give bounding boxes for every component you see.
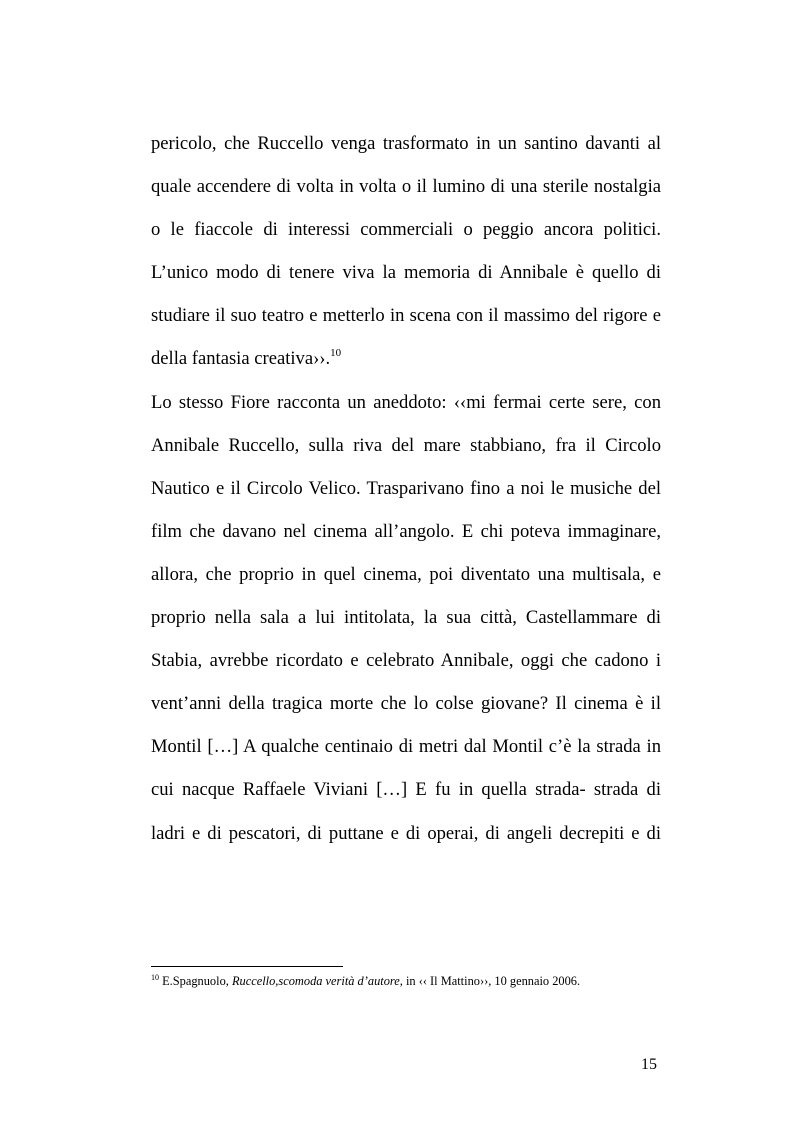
footnote: [151, 972, 671, 990]
text-line: film che davano nel cinema all’angolo. E chi poteva immaginare,: [151, 520, 661, 542]
footnote-separator: [151, 966, 343, 967]
text-line: Stabia, avrebbe ricordato e celebrato Annibale, oggi che cadono i: [151, 650, 661, 672]
text-line: Montil […] A qualche centinaio di metri dal Montil c’è la strada in: [151, 736, 661, 758]
text-line: proprio nella sala a lui intitolata, la sua città, Castellammare di: [151, 607, 661, 629]
body-text: [151, 122, 661, 855]
text-line: quale accendere di volta in volta o il lumino di una sterile nostalgia: [151, 176, 661, 198]
text-line: o le fiaccole di interessi commerciali o peggio ancora politici.: [151, 219, 661, 241]
text-line-content: della fantasia creativa››.: [151, 348, 331, 370]
text-line: vent’anni della tragica morte che lo colse giovane? Il cinema è il: [151, 693, 661, 715]
footnote-reference[interactable]: 10: [330, 347, 342, 360]
text-line-with-footnote: [151, 337, 661, 380]
footnote-source: in ‹‹ Il Mattino››, 10 gennaio 2006.: [402, 974, 581, 988]
text-line: Annibale Ruccello, sulla riva del mare stabbiano, fra il Circolo: [151, 434, 661, 456]
text-line: allora, che proprio in quel cinema, poi diventato una multisala, e: [151, 563, 661, 585]
text-line: Lo stesso Fiore racconta un aneddoto: ‹‹mi fermai certe sere, con: [151, 391, 661, 413]
footnote-author: E.Spagnuolo,: [159, 974, 232, 988]
text-line: studiare il suo teatro e metterlo in scena con il massimo del rigore e: [151, 305, 661, 327]
text-line: L’unico modo di tenere viva la memoria di Annibale è quello di: [151, 262, 661, 284]
text-line: pericolo, che Ruccello venga trasformato in un santino davanti al: [151, 133, 661, 154]
page-number: 15: [641, 1056, 657, 1073]
text-line: Nautico e il Circolo Velico. Trasparivano fino a noi le musiche del: [151, 477, 661, 499]
footnote-number: 10: [151, 972, 159, 982]
text-line: cui nacque Raffaele Viviani […] E fu in quella strada- strada di: [151, 779, 661, 801]
footnote-title: Ruccello,scomoda verità d’autore,: [231, 974, 403, 988]
text-line: ladri e di pescatori, di puttane e di operai, di angeli decrepiti e di: [151, 822, 661, 844]
